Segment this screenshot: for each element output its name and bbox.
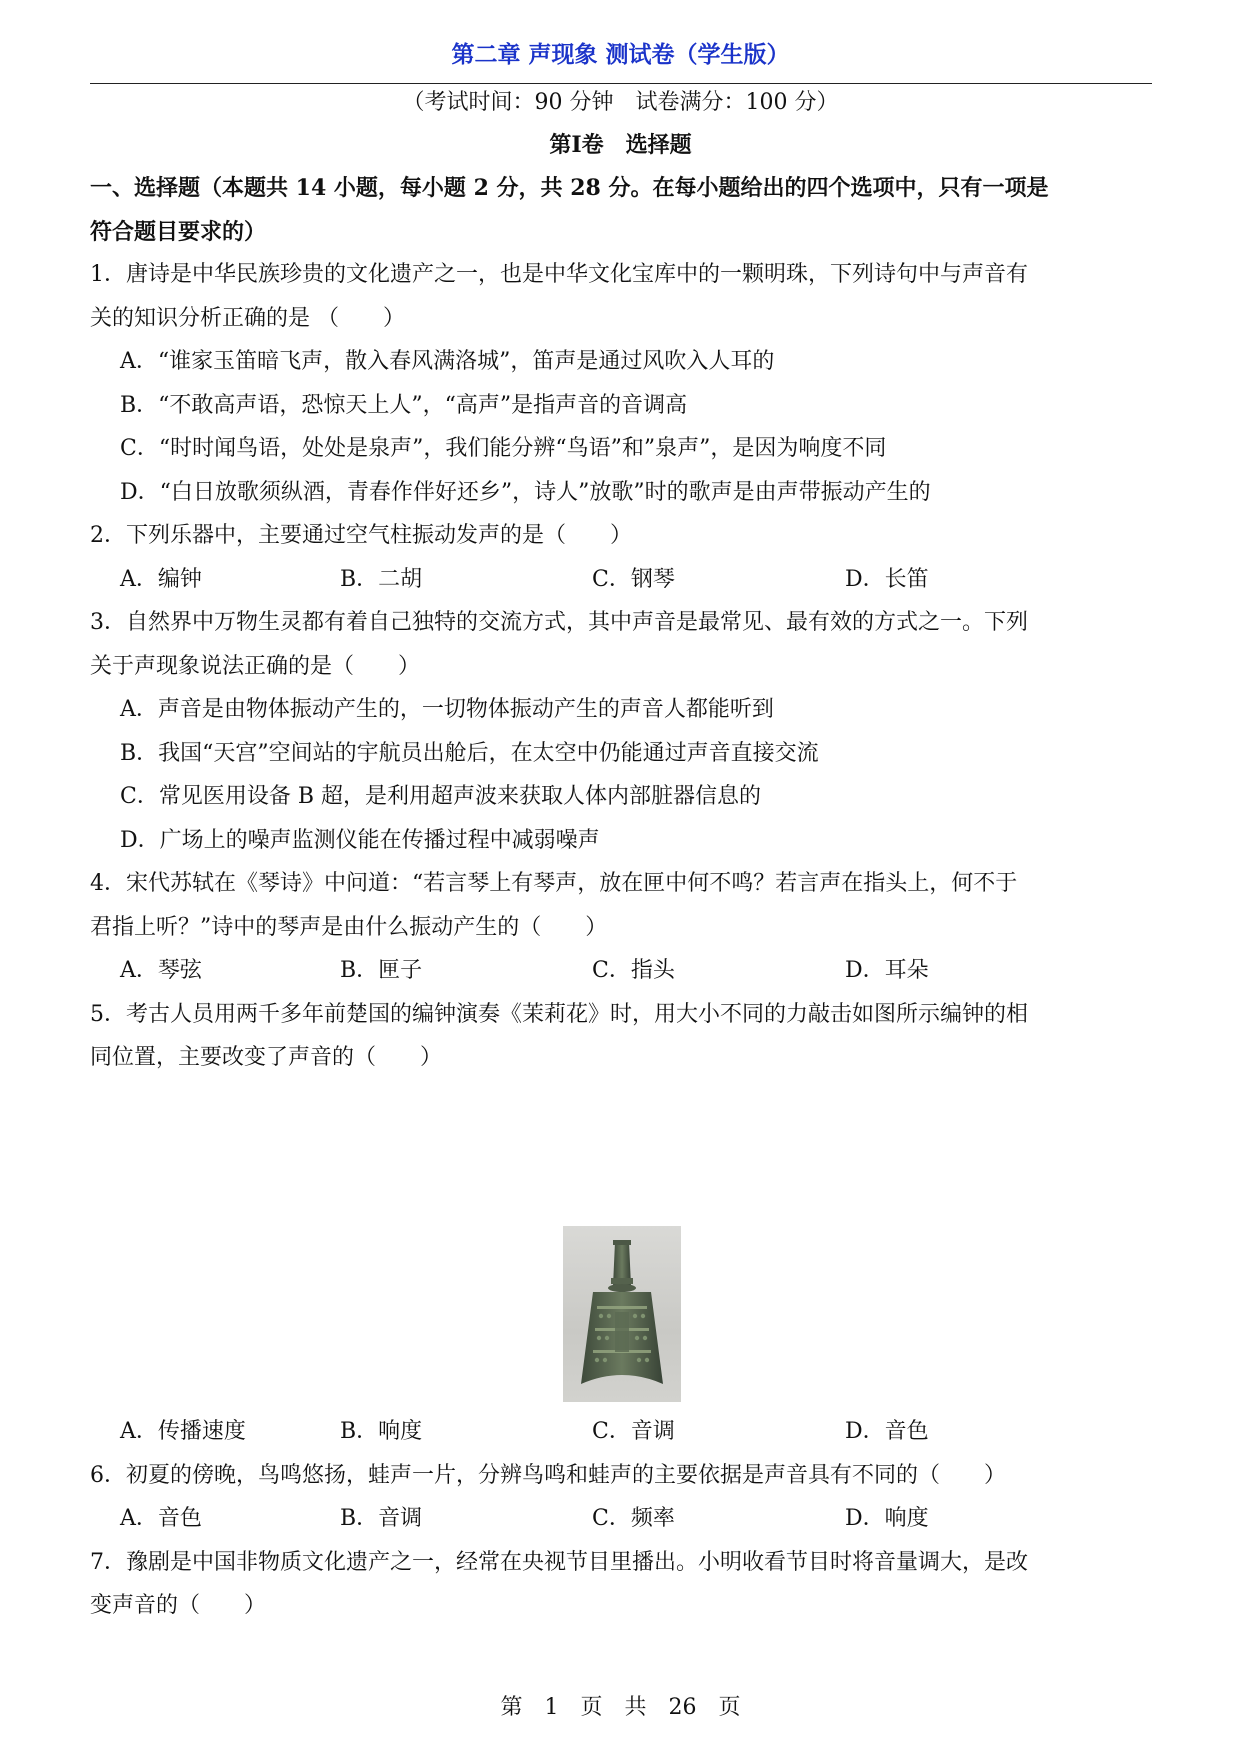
q6-option-c: C．频率 — [592, 1506, 675, 1531]
q3-stem-line1: 3．自然界中万物生灵都有着自己独特的交流方式，其中声音是最常见、最有效的方式之一。下列 — [90, 610, 1029, 635]
q4-option-b: B．匣子 — [340, 958, 423, 983]
q2-stem: 2．下列乐器中，主要通过空气柱振动发声的是（ ） — [90, 523, 632, 548]
q2-option-a: A．编钟 — [120, 567, 202, 592]
q2-option-b: B．二胡 — [340, 567, 423, 592]
q4-stem-line2: 君指上听？”诗中的琴声是由什么振动产生的（ ） — [90, 915, 608, 940]
q5-option-a: A．传播速度 — [120, 1419, 246, 1444]
header-divider — [90, 83, 1152, 84]
q4-option-a: A．琴弦 — [120, 958, 202, 983]
q2-option-c: C．钢琴 — [592, 567, 675, 592]
bronze-bell-figure — [563, 1226, 681, 1402]
part-heading-line1: 一、选择题（本题共 14 小题，每小题 2 分，共 28 分。在每小题给出的四个选项中，只有一项是 — [90, 175, 1049, 201]
q6-option-b: B．音调 — [340, 1506, 423, 1531]
q5-stem-line2: 同位置，主要改变了声音的（ ） — [90, 1045, 443, 1070]
q3-option-b: B．我国“天宫”空间站的宇航员出舱后，在太空中仍能通过声音直接交流 — [120, 741, 819, 766]
q4-stem-line1: 4．宋代苏轼在《琴诗》中问道：“若言琴上有琴声，放在匣中何不鸣？若言声在指头上，何不于 — [90, 871, 1018, 896]
q6-option-d: D．响度 — [845, 1506, 929, 1531]
exam-info: （考试时间：90 分钟 试卷满分：100 分） — [402, 90, 839, 115]
bronze-bell-icon — [563, 1226, 681, 1402]
q1-option-a: A．“谁家玉笛暗飞声，散入春风满洛城”，笛声是通过风吹入人耳的 — [120, 349, 775, 374]
q7-stem-line1: 7．豫剧是中国非物质文化遗产之一，经常在央视节目里播出。小明收看节目时将音量调大，是改 — [90, 1550, 1029, 1575]
q1-option-b: B．“不敢高声语，恐惊天上人”，“高声”是指声音的音调高 — [120, 393, 688, 418]
q5-stem-line1: 5．考古人员用两千多年前楚国的编钟演奏《茉莉花》时，用大小不同的力敲击如图所示编钟的相 — [90, 1002, 1029, 1027]
q3-option-c: C．常见医用设备 B 超，是利用超声波来获取人体内部脏器信息的 — [120, 784, 761, 809]
q1-option-c: C．“时时闻鸟语，处处是泉声”，我们能分辨“鸟语”和”泉声”，是因为响度不同 — [120, 436, 887, 461]
q3-option-d: D．广场上的噪声监测仪能在传播过程中减弱噪声 — [120, 828, 600, 853]
part-heading-line2: 符合题目要求的） — [90, 219, 267, 245]
q1-option-d: D．“白日放歌须纵酒，青春作伴好还乡”，诗人”放歌”时的歌声是由声带振动产生的 — [120, 480, 931, 505]
q2-option-d: D．长笛 — [845, 567, 929, 592]
section-title: 第Ⅰ卷 选择题 — [549, 132, 692, 158]
page-number: 第 1 页 共 26 页 — [500, 1695, 741, 1720]
q3-option-a: A．声音是由物体振动产生的，一切物体振动产生的声音人都能听到 — [120, 697, 774, 722]
q5-option-b: B．响度 — [340, 1419, 423, 1444]
q1-stem-line2: 关的知识分析正确的是 （ ） — [90, 306, 405, 331]
q5-option-c: C．音调 — [592, 1419, 675, 1444]
q4-option-c: C．指头 — [592, 958, 675, 983]
q1-stem-line1: 1．唐诗是中华民族珍贵的文化遗产之一，也是中华文化宝库中的一颗明珠，下列诗句中与声音有 — [90, 262, 1029, 287]
q6-option-a: A．音色 — [120, 1506, 202, 1531]
q4-option-d: D．耳朵 — [845, 958, 929, 983]
q5-option-d: D．音色 — [845, 1419, 929, 1444]
q3-stem-line2: 关于声现象说法正确的是（ ） — [90, 654, 421, 679]
q7-stem-line2: 变声音的（ ） — [90, 1593, 267, 1618]
page-title: 第二章 声现象 测试卷（学生版） — [451, 42, 790, 68]
q6-stem: 6．初夏的傍晚，鸟鸣悠扬，蛙声一片，分辨鸟鸣和蛙声的主要依据是声音具有不同的（ ） — [90, 1463, 1007, 1488]
